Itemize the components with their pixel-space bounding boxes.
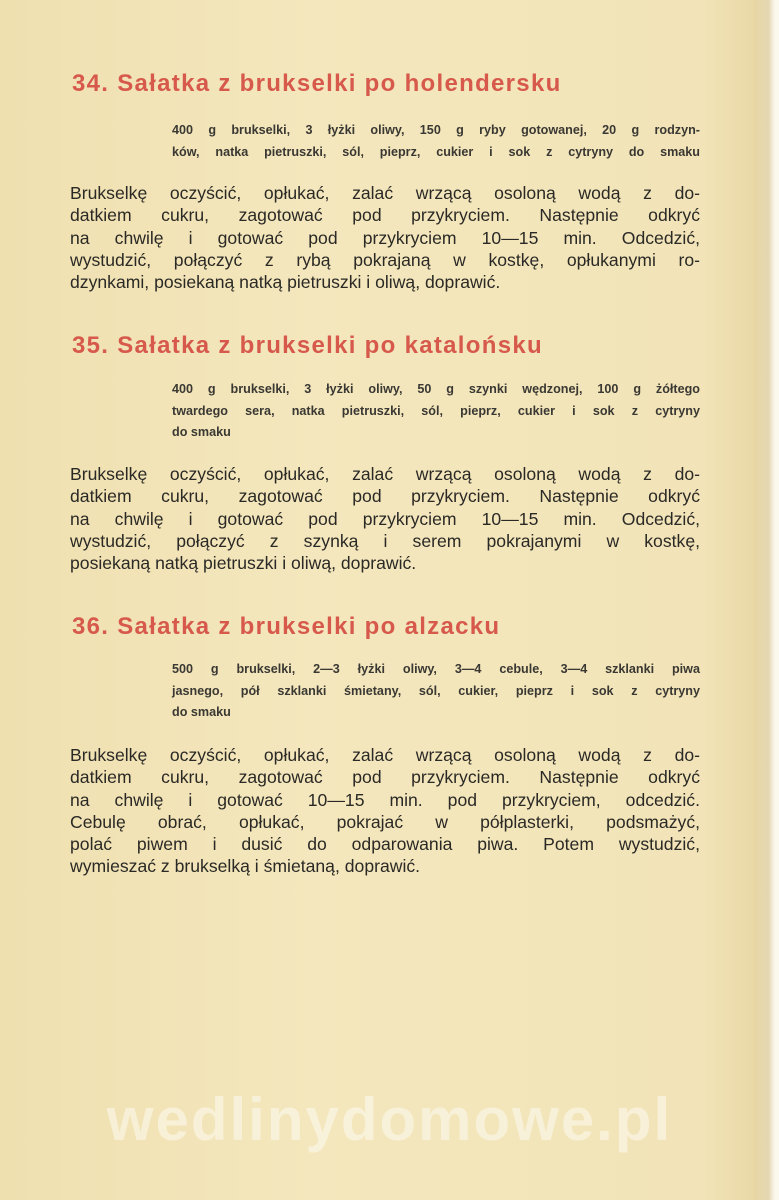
instruction-line: datkiem cukru, zagotować pod przykryciem. Następnie odkryć: [70, 767, 700, 788]
instruction-line: wystudzić, połączyć z szynką i serem pokrajanymi w kostkę,: [70, 530, 700, 551]
instruction-line: polać piwem i dusić do odparowania piwa. Potem wystudzić,: [70, 834, 700, 855]
instruction-line: na chwilę i gotować pod przykryciem 10—15 min. Odcedzić,: [70, 227, 700, 248]
instruction-line: Cebulę obrać, opłukać, pokrajać w półplasterki, podsmażyć,: [70, 811, 700, 832]
ingredients-line: ków, natka pietruszki, sól, pieprz, cukier i sok z cytryny do smaku: [172, 144, 700, 159]
recipe-title: 36. Sałatka z brukselki po alzacku: [72, 613, 501, 640]
instruction-line: na chwilę i gotować 10—15 min. pod przykryciem, odcedzić.: [70, 789, 700, 810]
ingredients-line: 400 g brukselki, 3 łyżki oliwy, 50 g szynki wędzonej, 100 g żółtego: [172, 382, 700, 396]
recipe-instructions: [70, 744, 700, 878]
recipe-title: 34. Sałatka z brukselki po holendersku: [72, 70, 562, 97]
ingredients-list: [172, 379, 700, 444]
instruction-line: Brukselkę oczyścić, opłukać, zalać wrzącą osoloną wodą z do-: [70, 183, 700, 203]
recipe-instructions: [70, 182, 700, 293]
instruction-line: na chwilę i gotować pod przykryciem 10—15 min. Odcedzić,: [70, 508, 700, 529]
ingredients-line: 400 g brukselki, 3 łyżki oliwy, 150 g ryby gotowanej, 20 g rodzyn-: [172, 123, 700, 137]
instruction-line: posiekaną natką pietruszki i oliwą, doprawić.: [70, 553, 417, 574]
instruction-line: datkiem cukru, zagotować pod przykryciem. Następnie odkryć: [70, 205, 700, 226]
instruction-line: datkiem cukru, zagotować pod przykryciem. Następnie odkryć: [70, 486, 700, 507]
instruction-line: dzynkami, posiekaną natką pietruszki i oliwą, doprawić.: [70, 272, 501, 293]
ingredients-list: [172, 659, 700, 724]
ingredients-line: jasnego, pół szklanki śmietany, sól, cukier, pieprz i sok z cytryny: [172, 683, 700, 698]
ingredients-line: do smaku: [172, 425, 231, 439]
ingredients-list: [172, 120, 700, 163]
ingredients-line: twardego sera, natka pietruszki, sól, pieprz, cukier i sok z cytryny: [172, 403, 700, 418]
instruction-line: Brukselkę oczyścić, opłukać, zalać wrzącą osoloną wodą z do-: [70, 745, 700, 765]
instruction-line: wystudzić, połączyć z rybą pokrajaną w kostkę, opłukanymi ro-: [70, 249, 700, 270]
torn-page-edge: [753, 0, 779, 1200]
recipe-instructions: [70, 463, 700, 574]
watermark: wedlinydomowe.pl: [106, 1086, 673, 1153]
instruction-line: Brukselkę oczyścić, opłukać, zalać wrzącą osoloną wodą z do-: [70, 464, 700, 484]
instruction-line: wymieszać z brukselką i śmietaną, doprawić.: [70, 856, 421, 877]
ingredients-line: do smaku: [172, 705, 231, 719]
ingredients-line: 500 g brukselki, 2—3 łyżki oliwy, 3—4 cebule, 3—4 szklanki piwa: [172, 662, 700, 676]
recipe-title: 35. Sałatka z brukselki po katalońsku: [72, 332, 543, 359]
